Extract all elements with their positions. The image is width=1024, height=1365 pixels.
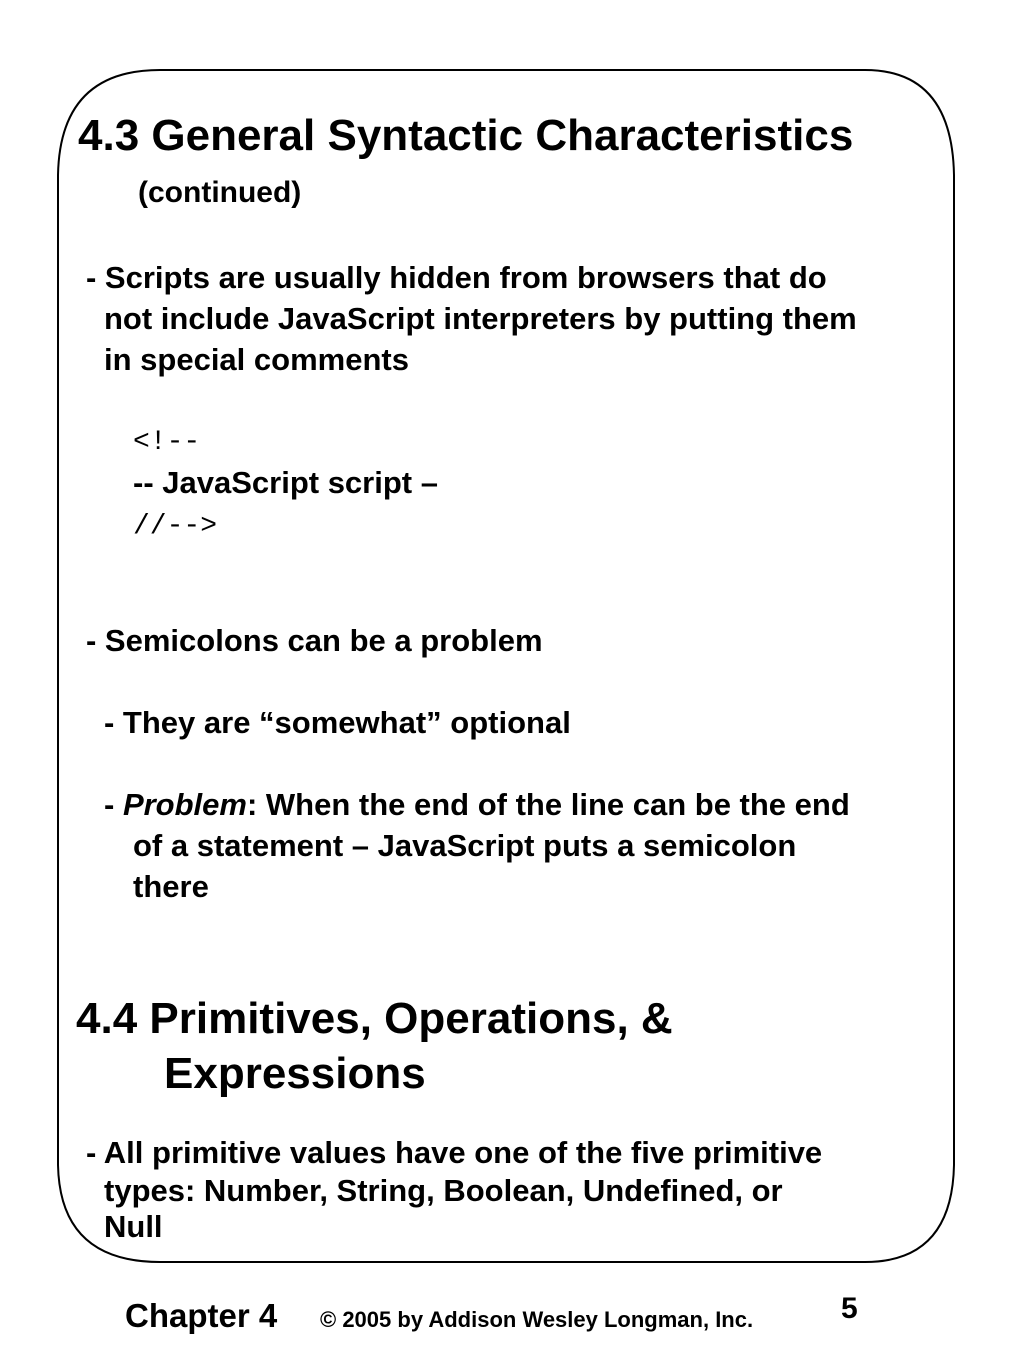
- bullet-semicolons: - Semicolons can be a problem: [86, 623, 543, 658]
- section-title-4-4-line-1: 4.4 Primitives, Operations, &: [76, 994, 673, 1043]
- sub-bullet-problem-line-3: there: [133, 869, 209, 904]
- code-comment-close: //-->: [133, 511, 218, 542]
- footer-chapter: Chapter 4: [125, 1297, 278, 1334]
- problem-term: Problem: [122, 787, 247, 822]
- sub-bullet-problem-rest: : When the end of the line can be the end: [246, 787, 850, 822]
- footer-page-number: 5: [841, 1292, 858, 1325]
- section-title-4-3: 4.3 General Syntactic Characteristics: [78, 111, 854, 160]
- sub-bullet-problem-dash: -: [104, 787, 123, 822]
- code-comment-body: -- JavaScript script –: [133, 465, 438, 500]
- section-subtitle: (continued): [138, 176, 302, 209]
- bullet-scripts-hidden-line-3: in special comments: [104, 342, 409, 377]
- section-title-4-4-line-2: Expressions: [164, 1049, 426, 1098]
- bullet-primitive-types-line-3: Null: [104, 1209, 163, 1244]
- bullet-scripts-hidden-line-2: not include JavaScript interpreters by putting them: [104, 301, 857, 336]
- footer-copyright: © 2005 by Addison Wesley Longman, Inc.: [320, 1307, 754, 1332]
- sub-bullet-optional: - They are “somewhat” optional: [104, 705, 571, 740]
- sub-bullet-problem-line-2: of a statement – JavaScript puts a semicolon: [133, 828, 797, 863]
- sub-bullet-problem-line-1: [104, 789, 850, 820]
- code-comment-open: <!--: [133, 427, 201, 458]
- bullet-primitive-types-line-1: - All primitive values have one of the five primitive: [86, 1135, 823, 1170]
- bullet-primitive-types-line-2: types: Number, String, Boolean, Undefined, or: [104, 1173, 783, 1208]
- bullet-scripts-hidden-line-1: - Scripts are usually hidden from browsers that do: [86, 260, 827, 295]
